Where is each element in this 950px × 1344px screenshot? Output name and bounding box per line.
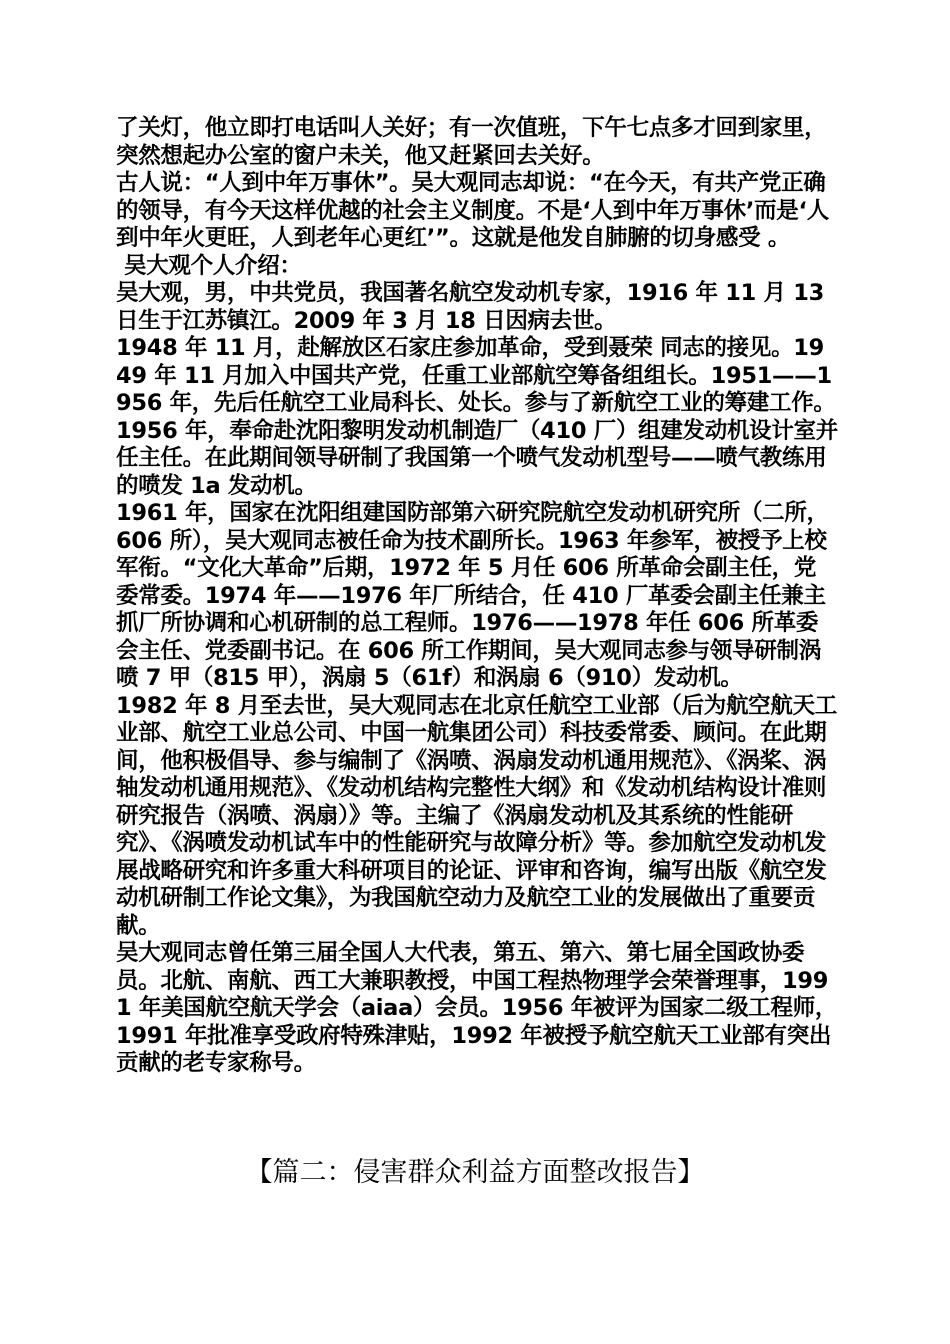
paragraph-career-1956: 1956 年，奉命赴沈阳黎明发动机制造厂（410 厂）组建发动机设计室并任主任。在此期间领导研制了我国第一个喷气发动机型号——喷气教练用的喷发 1a 发动机。 (116, 417, 838, 499)
paragraph-career-1948: 1948 年 11 月，赴解放区石家庄参加革命，受到聂荣 同志的接见。1949 年 11 月加入中国共产党，任重工业部航空筹备组组长。1951——1956 年，先后任航空工业局科长、处长。参与了新航空工业的筹建工作。 (116, 335, 836, 416)
paragraph-closing-anecdote: 了关灯，他立即打电话叫人关好；有一次值班，下午七点多才回到家里，突然想起办公室的窗户未关，他又赶紧回去关好。 (116, 115, 827, 169)
paragraph-honors: 吴大观同志曾任第三届全国人大代表，第五、第六、第七届全国政协委员。北航、南航、西工大兼职教授，中国工程热物理学会荣誉理事，1991 年美国航空航天学会（aiaa）会员。1956 年被评为国家二级工程师，1991 年批准享受政府特殊津贴，1992 年被授予航空航天工业部有突出贡献的老专家称号。 (116, 940, 838, 1076)
paragraph-career-1982: 1982 年 8 月至去世，吴大观同志在北京任航空工业部（后为航空航天工业部、航空工业总公司、中国一航集团公司）科技委常委、顾问。在此期间，他积极倡导、参与编制了《涡喷、涡扇发动机通用规范》、《涡桨、涡轴发动机通用规范》、《发动机结构完整性大纲》和《发动机结构设计准则研究报告（涡喷、涡扇）》等。主编了《涡扇发动机及其系统的性能研究》、《涡喷发动机试车中的性能研究与故障分析》等。参加航空发动机发展战略研究和许多重大科研项目的论证、评审和咨询，编写出版《航空发动机研制工作论文集》，为我国航空动力及航空工业的发展做出了重要贡献。 (116, 692, 837, 939)
paragraph-profile-intro: 吴大观，男，中共党员，我国著名航空发动机专家，1916 年 11 月 13 日生于江苏镇江。2009 年 3 月 18 日因病去世。 (116, 280, 824, 334)
paragraph-quote: 古人说：“人到中年万事休”。吴大观同志却说：“在今天，有共产党正确的领导，有今天这样优越的社会主义制度。不是‘人到中年万事休’而是‘人到中年火更旺，人到老年心更红’”。这就是他发自肺腑的切身感受 。 (116, 170, 829, 251)
section-heading: 【篇二：侵害群众利益方面整改报告】 (245, 1157, 705, 1188)
paragraph-career-1961: 1961 年，国家在沈阳组建国防部第六研究院航空发动机研究所（二所，606 所），吴大观同志被任命为技术副所长。1963 年参军，被授予上校军衔。“文化大革命”后期，1972 年 5 月任 606 所革命会副主任，党委常委。1974 年——1976 年厂所结合，任 410 厂革委会副主任兼主抓厂所协调和心机研制的总工程师。1976——1978 年任 606 所革委会主任、党委副书记。在 606 所工作期间，吴大观同志参与领导研制涡喷 7 甲（815 甲），涡扇 5（61f）和涡扇 6（910）发动机。 (116, 500, 829, 691)
paragraph-profile-heading: 吴大观个人介绍： (124, 252, 302, 279)
document-body (116, 115, 838, 1078)
